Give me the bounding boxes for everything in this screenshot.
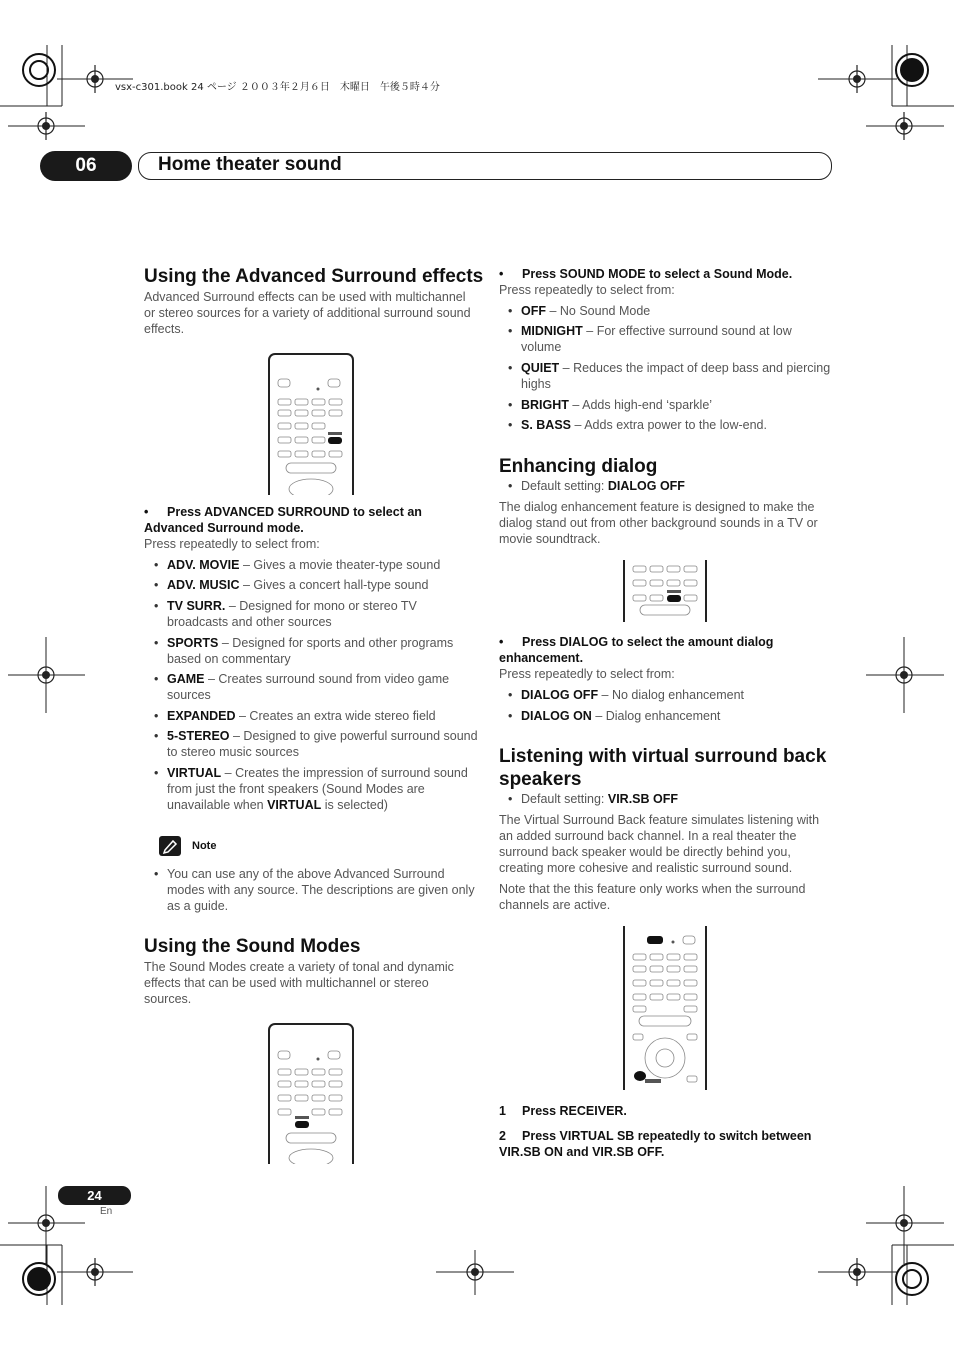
note-pencil-icon bbox=[159, 836, 181, 856]
vsb-step-1: 1 Press RECEIVER. bbox=[499, 1104, 627, 1118]
dialog-default: • Default setting: DIALOG OFF bbox=[508, 478, 831, 494]
remote-illustration-dialog bbox=[623, 560, 707, 622]
vsb-default: • Default setting: VIR.SB OFF bbox=[508, 791, 831, 807]
chapter-title: Home theater sound bbox=[158, 154, 342, 175]
list-item: • ADV. MOVIE – Gives a movie theater-type sound bbox=[154, 557, 479, 573]
sound-modes-press-from: Press repeatedly to select from: bbox=[499, 283, 675, 297]
print-header: vsx-c301.book 24 ページ ２００３年２月６日 木曜日 午後５時４分 bbox=[115, 82, 440, 93]
remote-illustration-vsb bbox=[623, 926, 707, 1090]
list-item: • GAME – Creates surround sound from video game sources bbox=[154, 671, 479, 703]
sound-modes-intro: The Sound Modes create a variety of tonal and dynamic effects that can be used with multichannel or stereo sources. bbox=[144, 960, 454, 1006]
list-item: • DIALOG OFF – No dialog enhancement bbox=[508, 687, 831, 703]
vsb-heading: Listening with virtual surround back speakers bbox=[499, 746, 827, 790]
list-item: • OFF – No Sound Mode bbox=[508, 303, 831, 319]
remote-illustration-advanced bbox=[268, 353, 354, 495]
sound-modes-heading: Using the Sound Modes bbox=[144, 936, 361, 957]
list-item: • DIALOG ON – Dialog enhancement bbox=[508, 708, 831, 724]
list-item: • MIDNIGHT – For effective surround sound at low volume bbox=[508, 323, 831, 355]
dialog-heading: Enhancing dialog bbox=[499, 456, 658, 477]
advanced-step: • Press ADVANCED SURROUND to select an Advanced Surround mode. bbox=[144, 505, 422, 535]
page-number: 24 bbox=[58, 1186, 131, 1205]
dialog-intro: The dialog enhancement feature is designed to make the dialog stand out from other background sounds in a TV or movie soundtrack. bbox=[499, 500, 818, 546]
advanced-press-from: Press repeatedly to select from: bbox=[144, 537, 320, 551]
dialog-press-from: Press repeatedly to select from: bbox=[499, 667, 675, 681]
list-item: • 5-STEREO – Designed to give powerful surround sound to stereo music sources bbox=[154, 728, 479, 760]
list-item: • VIRTUAL – Creates the impression of surround sound from just the front speakers (Sound Modes are unavailable when VIRTUAL is selected) bbox=[154, 765, 479, 813]
vsb-para2: Note that the this feature only works when the surround channels are active. bbox=[499, 882, 806, 912]
list-item: • EXPANDED – Creates an extra wide stereo field bbox=[154, 708, 479, 724]
list-item: • BRIGHT – Adds high-end ‘sparkle’ bbox=[508, 397, 831, 413]
language-label: En bbox=[100, 1206, 113, 1217]
note-text: • You can use any of the above Advanced Surround modes with any source. The descriptions are given only as a guide. bbox=[154, 866, 482, 914]
advanced-intro: Advanced Surround effects can be used with multichannel or stereo sources for a variety of additional surround sound effects. bbox=[144, 290, 471, 336]
dialog-step: • Press DIALOG to select the amount dialog enhancement. bbox=[499, 635, 774, 665]
list-item: • SPORTS – Designed for sports and other programs based on commentary bbox=[154, 635, 479, 667]
vsb-para1: The Virtual Surround Back feature simulates listening with an added surround back channel. In a real theater the surround back speaker would be directly behind you, creating more cohesive and realistic surround sound. bbox=[499, 813, 820, 875]
advanced-heading: Using the Advanced Surround effects bbox=[144, 266, 484, 287]
list-item: • TV SURR. – Designed for mono or stereo TV broadcasts and other sources bbox=[154, 598, 479, 630]
vsb-step-2: 2 Press VIRTUAL SB repeatedly to switch between VIR.SB ON and VIR.SB OFF. bbox=[499, 1129, 812, 1159]
chapter-number: 06 bbox=[40, 151, 132, 181]
list-item: • QUIET – Reduces the impact of deep bass and piercing highs bbox=[508, 360, 831, 392]
note-label: Note bbox=[192, 840, 217, 852]
list-item: • S. BASS – Adds extra power to the low-end. bbox=[508, 417, 831, 433]
remote-illustration-sound-mode bbox=[268, 1023, 354, 1164]
list-item: • ADV. MUSIC – Gives a concert hall-type sound bbox=[154, 577, 479, 593]
sound-modes-step: • Press SOUND MODE to select a Sound Mode. bbox=[499, 267, 793, 281]
